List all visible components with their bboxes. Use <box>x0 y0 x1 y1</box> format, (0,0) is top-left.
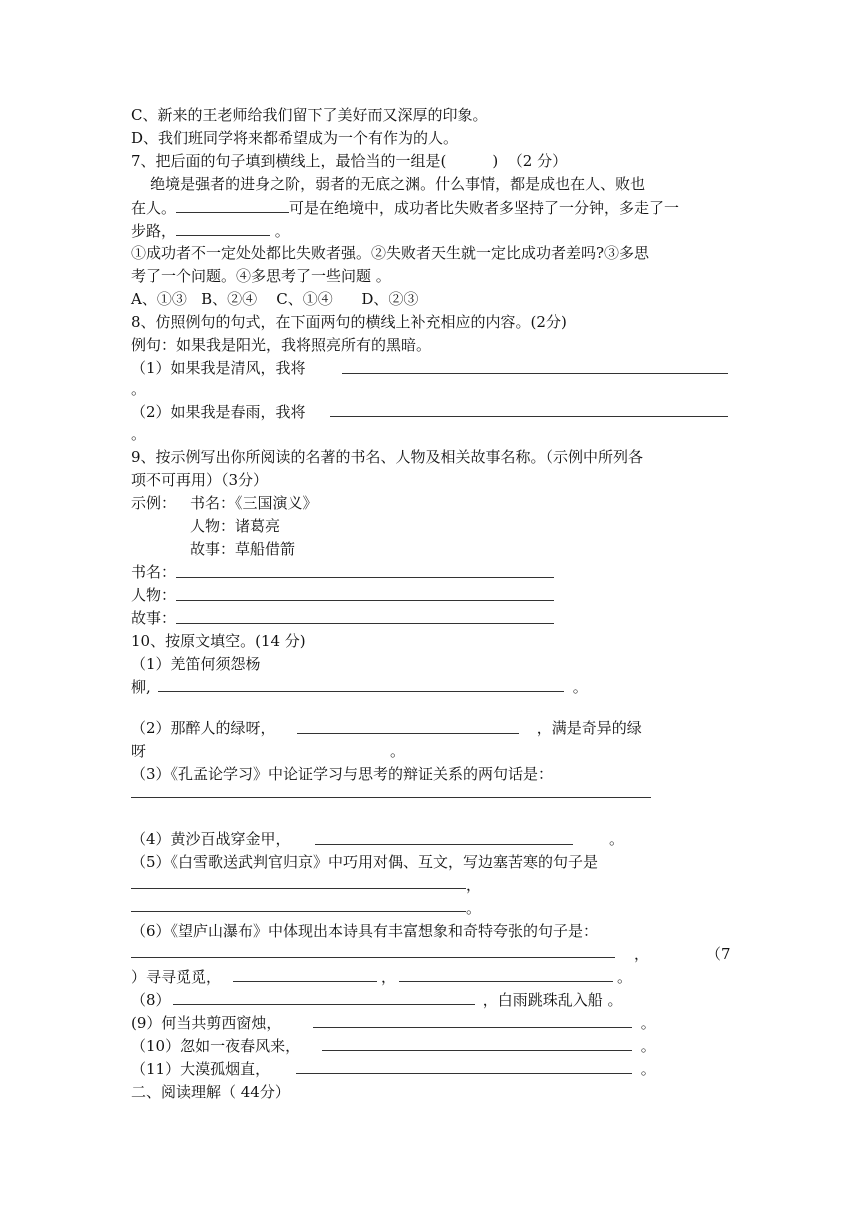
q10-period-11: 。 <box>636 1060 656 1078</box>
option-c: C、新来的王老师给我们留下了美好而又深厚的印象。 <box>131 106 488 124</box>
q10-period-10: 。 <box>636 1037 656 1055</box>
q8-period-2: 。 <box>131 425 147 443</box>
q7-stem-text: 7、把后面的句子填到横线上，最恰当的一组是( <box>131 152 447 170</box>
q10-item-8-tail: ，白雨跳珠乱入船 。 <box>478 991 623 1009</box>
q10-item-6: （6）《望庐山瀑布》中体现出本诗具有丰富想象和奇特夸张的句子是： <box>131 922 599 940</box>
q10-blank-5b[interactable] <box>131 911 466 912</box>
q7-points: ) （2 分） <box>492 152 568 170</box>
q9-book-label: 书名： <box>131 563 177 581</box>
q10-item-7: ）寻寻觅觅， <box>131 968 222 986</box>
q9-story-label: 故事： <box>131 609 177 627</box>
q9-example-story: 故事：草船借箭 <box>190 540 296 558</box>
q7-choices: A、①③ B、②④ C、①④ D、②③ <box>131 290 419 308</box>
q10-stem: 10、按原文填空。(14 分) <box>131 632 306 650</box>
q9-story-blank[interactable] <box>176 623 554 624</box>
q10-blank-2[interactable] <box>297 733 519 734</box>
q8-item-1-text: （1）如果我是清风，我将 <box>131 359 306 377</box>
q10-item-3: （3）《孔孟论学习》中论证学习与思考的辩证关系的两句话是： <box>131 765 554 783</box>
q10-item-8: （8） <box>131 991 171 1009</box>
q10-comma-6: ， <box>634 945 650 963</box>
q10-item-5: （5）《白雪歌送武判官归京》中巧用对偶、互文，写边塞苦寒的句子是 <box>131 853 599 871</box>
q8-item-2-text: （2）如果我是春雨，我将 <box>131 403 306 421</box>
q10-period-7: 。 <box>617 968 633 986</box>
q8-example: 例句：如果我是阳光，我将照亮所有的黑暗。 <box>131 336 432 354</box>
q7-sentences-line1: ①成功者不一定处处都比失败者强。②失败者天生就一定比成功者差吗?③多思 <box>131 244 650 262</box>
q10-item-7-number: （7 <box>706 945 731 963</box>
option-d: D、我们班同学将来都希望成为一个有作为的人。 <box>131 129 459 147</box>
q10-item-10: （10）忽如一夜春风来， <box>131 1037 301 1055</box>
q10-blank-6[interactable] <box>131 957 615 958</box>
q10-comma-5: ， <box>466 876 482 894</box>
q10-period-9: 。 <box>636 1014 656 1032</box>
q10-blank-7a[interactable] <box>233 981 377 982</box>
q10-blank-4[interactable] <box>315 844 573 845</box>
q9-stem-line1: 9、按示例写出你所阅读的名著的书名、人物及相关故事名称。（示例中所列各 <box>131 448 644 466</box>
q10-blank-11[interactable] <box>296 1073 632 1074</box>
q9-example-person: 人物：诸葛亮 <box>190 517 281 535</box>
q9-person-label: 人物： <box>131 586 177 604</box>
q10-blank-8[interactable] <box>173 1004 475 1005</box>
q10-item-11: （11）大漠孤烟直， <box>131 1060 271 1078</box>
q9-stem-line2: 项不可再用）（3分） <box>131 471 269 489</box>
q10-item-2-line2: 呀 <box>131 742 147 760</box>
q10-text: 柳, <box>131 678 151 696</box>
q7-stem <box>131 150 567 173</box>
q7-text: 。 <box>270 222 290 240</box>
q8-item-2 <box>131 401 306 424</box>
q8-item-1 <box>131 357 306 380</box>
q10-blank-10[interactable] <box>322 1050 632 1051</box>
q9-book-blank[interactable] <box>176 577 554 578</box>
section-2-heading: 二、阅读理解（ 44分） <box>131 1083 290 1101</box>
q7-sentences-line2: 考了一个问题。④多思考了一些问题 。 <box>131 267 391 285</box>
q8-blank-2[interactable] <box>330 416 728 417</box>
q7-passage-line3 <box>131 219 290 243</box>
q10-item-2: （2）那醉人的绿呀， <box>131 719 276 737</box>
q10-period-2: 。 <box>390 742 406 760</box>
q8-stem: 8、仿照例句的句式，在下面两句的横线上补充相应的内容。(2分) <box>131 313 567 331</box>
q7-text: 步路， <box>131 222 177 240</box>
q10-blank-5a[interactable] <box>131 888 466 889</box>
q7-passage-line1: 绝境是强者的进身之阶，弱者的无底之渊。什么事情，都是成也在人、败也 <box>131 175 646 193</box>
q8-period-1: 。 <box>131 380 147 398</box>
q7-text: 在人。 <box>131 199 177 217</box>
q10-item-9: (9）何当共剪西窗烛， <box>131 1014 282 1032</box>
q7-blank-2[interactable] <box>176 219 270 236</box>
q10-period-4: 。 <box>609 830 625 848</box>
q7-passage-line2 <box>131 196 679 220</box>
q10-blank-9[interactable] <box>313 1027 632 1028</box>
q9-example-label: 示例： <box>131 494 177 512</box>
q9-person-blank[interactable] <box>176 600 554 601</box>
q10-item-2-tail: ，满是奇异的绿 <box>532 719 642 737</box>
q10-item-1: （1）羌笛何须怨杨 <box>131 655 261 673</box>
q8-blank-1[interactable] <box>342 373 728 374</box>
q10-blank-3[interactable] <box>131 797 651 798</box>
q10-blank-1[interactable] <box>158 691 564 692</box>
q7-text: 可是在绝境中，成功者比失败者多坚持了一分钟，多走了一 <box>289 199 680 217</box>
q10-period-5: 。 <box>466 899 482 917</box>
q9-example-book: 书名：《三国演义》 <box>190 494 318 512</box>
q10-period-1: 。 <box>568 678 588 696</box>
q7-blank-1[interactable] <box>176 196 289 213</box>
q10-comma-7: ， <box>381 968 397 986</box>
q10-item-1-line2 <box>131 676 151 699</box>
q10-blank-7b[interactable] <box>399 981 613 982</box>
q10-item-4: （4）黄沙百战穿金甲， <box>131 830 291 848</box>
